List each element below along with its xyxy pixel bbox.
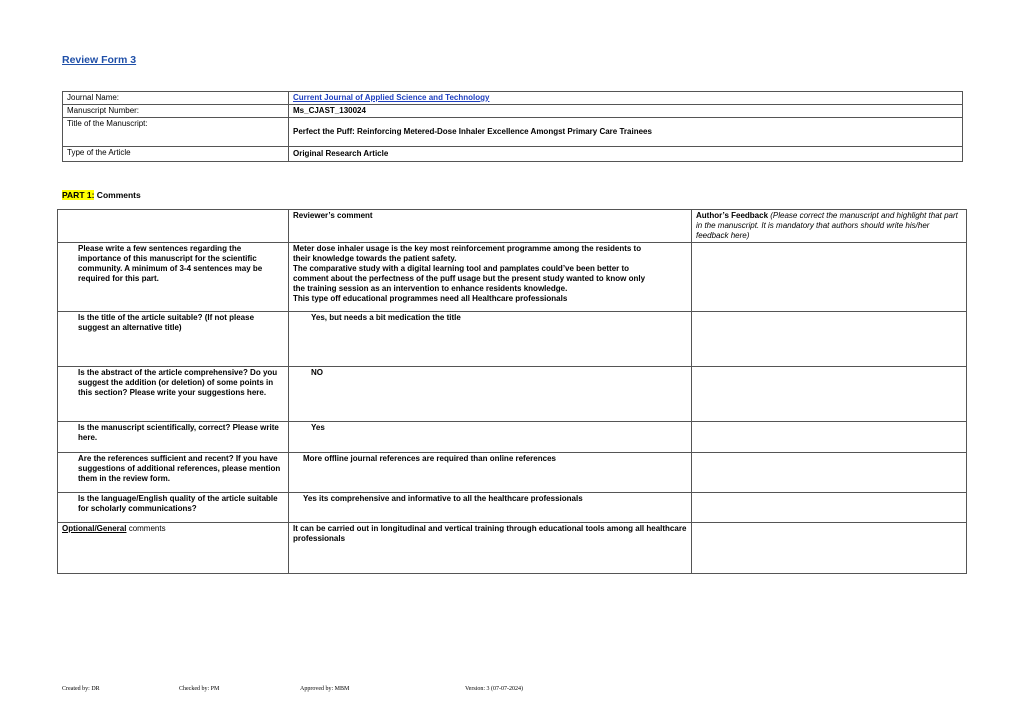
author-feedback-header-note: (Please correct the manuscript and highlight that part in the manuscript. It is mandatory that authors should write his/her feedback here)	[696, 211, 958, 240]
answer-optional: It can be carried out in longitudinal and vertical training through educational tools among all healthcare professionals	[289, 523, 692, 574]
answer-scientific: Yes	[289, 422, 692, 453]
question-abstract: Is the abstract of the article comprehensive? Do you suggest the addition (or deletion) of some points in this section? Please write your suggestions here.	[58, 367, 289, 422]
header-empty-cell	[58, 210, 289, 243]
author-feedback-cell[interactable]	[692, 493, 967, 523]
part1-heading	[62, 190, 141, 200]
journal-row	[63, 92, 963, 105]
question-importance: Please write a few sentences regarding the importance of this manuscript for the scientific community. A minimum of 3-4 sentences may be required for this part.	[58, 243, 289, 312]
table-row	[58, 243, 967, 312]
author-feedback-cell[interactable]	[692, 312, 967, 367]
footer-approved-by: Approved by: MBM	[300, 686, 350, 692]
manuscript-number-label: Manuscript Number:	[63, 105, 289, 118]
author-feedback-header	[692, 210, 967, 243]
footer-created-by: Created by: DR	[62, 686, 100, 692]
answer-line: The comparative study with a digital learning tool and pamplates could’ve been better to	[293, 264, 630, 273]
table-row	[58, 367, 967, 422]
author-feedback-header-bold: Author’s Feedback	[696, 211, 769, 220]
answer-language: Yes its comprehensive and informative to all the healthcare professionals	[289, 493, 692, 523]
part1-label: Comments	[94, 190, 141, 200]
reviewer-comment-header: Reviewer’s comment	[289, 210, 692, 243]
question-title: Is the title of the article suitable? (If not please suggest an alternative title)	[58, 312, 289, 367]
manuscript-info-table	[62, 91, 963, 162]
author-feedback-cell[interactable]	[692, 422, 967, 453]
title-row	[63, 118, 963, 147]
author-feedback-cell[interactable]	[692, 523, 967, 574]
author-feedback-cell[interactable]	[692, 453, 967, 493]
answer-title: Yes, but needs a bit medication the title	[289, 312, 692, 367]
title-value: Perfect the Puff: Reinforcing Metered-Dose Inhaler Excellence Amongst Primary Care Trainees	[289, 118, 963, 147]
answer-line: the training session as an intervention to enhance residents knowledge.	[293, 284, 568, 293]
answer-importance	[289, 243, 692, 312]
question-references: Are the references sufficient and recent? If you have suggestions of additional references, please mention them in the review form.	[58, 453, 289, 493]
article-type-row	[63, 147, 963, 162]
footer-version: Version: 3 (07-07-2024)	[465, 686, 523, 692]
part1-highlight: PART 1:	[62, 190, 95, 200]
author-feedback-cell[interactable]	[692, 243, 967, 312]
answer-line: comment about the perfectness of the puff usage but the present study wanted to know only	[293, 274, 646, 283]
optional-general-label: Optional/General	[62, 524, 127, 533]
answer-abstract: NO	[289, 367, 692, 422]
table-row	[58, 493, 967, 523]
title-label: Title of the Manuscript:	[63, 118, 289, 147]
manuscript-number-row	[63, 105, 963, 118]
optional-comments-label	[58, 523, 289, 574]
answer-references: More offline journal references are required than online references	[289, 453, 692, 493]
article-type-value: Original Research Article	[289, 147, 963, 162]
journal-value-cell	[289, 92, 963, 105]
form-title: Review Form 3	[62, 54, 137, 66]
table-row	[58, 422, 967, 453]
answer-line: Meter dose inhaler usage is the key most reinforcement programme among the residents to	[293, 244, 642, 253]
question-language: Is the language/English quality of the article suitable for scholarly communications?	[58, 493, 289, 523]
footer-checked-by: Checked by: PM	[179, 686, 220, 692]
journal-label: Journal Name:	[63, 92, 289, 105]
manuscript-number-value: Ms_CJAST_130024	[289, 105, 963, 118]
article-type-label: Type of the Article	[63, 147, 289, 162]
table-row	[58, 312, 967, 367]
table-row	[58, 453, 967, 493]
header-row	[58, 210, 967, 243]
journal-link[interactable]: Current Journal of Applied Science and Technology	[293, 93, 490, 102]
table-row	[58, 523, 967, 574]
author-feedback-cell[interactable]	[692, 367, 967, 422]
answer-line: This type off educational programmes need all Healthcare professionals	[293, 294, 568, 303]
optional-comments-suffix: comments	[126, 524, 166, 533]
question-scientific: Is the manuscript scientifically, correct? Please write here.	[58, 422, 289, 453]
comments-table	[57, 209, 967, 574]
answer-line: their knowledge towards the patient safety.	[293, 254, 457, 263]
